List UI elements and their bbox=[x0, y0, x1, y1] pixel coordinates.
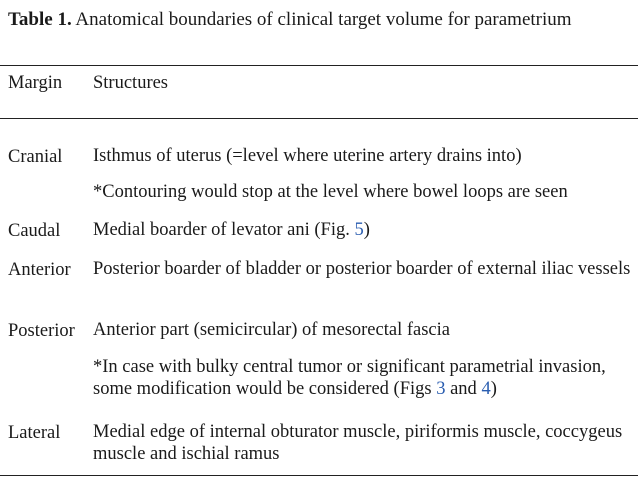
table-caption-label: Table 1. bbox=[8, 9, 72, 30]
figure-link-3[interactable]: 3 bbox=[436, 379, 446, 399]
row-structure-text bbox=[93, 219, 633, 241]
column-header-structures: Structures bbox=[93, 73, 169, 93]
row-margin-label: Cranial bbox=[8, 147, 63, 167]
row-structure-text: Isthmus of uterus (=level where uterine artery drains into) bbox=[93, 146, 522, 166]
table-caption bbox=[8, 8, 572, 32]
row-structure-text: Anterior part (semicircular) of mesorectal fascia bbox=[93, 320, 450, 340]
row-structure-note bbox=[93, 356, 633, 400]
row-margin-label: Posterior bbox=[8, 321, 75, 341]
table-bottom-rule bbox=[0, 475, 638, 476]
column-header-margin: Margin bbox=[8, 73, 63, 93]
table-caption-text: Anatomical boundaries of clinical target volume for parametrium bbox=[75, 9, 572, 30]
structure-text-part: and bbox=[445, 379, 482, 399]
structure-text-part: *In case with bulky central tumor or significant parametrial invasion, some modification would be considered (Figs bbox=[93, 357, 606, 399]
row-margin-label: Anterior bbox=[8, 260, 71, 280]
row-margin-label: Lateral bbox=[8, 423, 61, 443]
structure-text-part: Medial boarder of levator ani (Fig. bbox=[93, 220, 355, 240]
row-structure-text: Posterior boarder of bladder or posterior boarder of external iliac vessels bbox=[93, 259, 631, 279]
row-structure-note: *Contouring would stop at the level where bowel loops are seen bbox=[93, 182, 568, 202]
table-top-rule bbox=[0, 65, 638, 66]
figure-link-4[interactable]: 4 bbox=[481, 379, 491, 399]
structure-text-part: ) bbox=[363, 220, 370, 240]
table-header-rule bbox=[0, 118, 638, 119]
structure-text-part: ) bbox=[490, 379, 497, 399]
figure-link-5[interactable]: 5 bbox=[354, 220, 364, 240]
row-margin-label: Caudal bbox=[8, 221, 61, 241]
row-structure-text: Medial edge of internal obturator muscle, piriformis muscle, coccygeus muscle and ischial ramus bbox=[93, 422, 623, 464]
